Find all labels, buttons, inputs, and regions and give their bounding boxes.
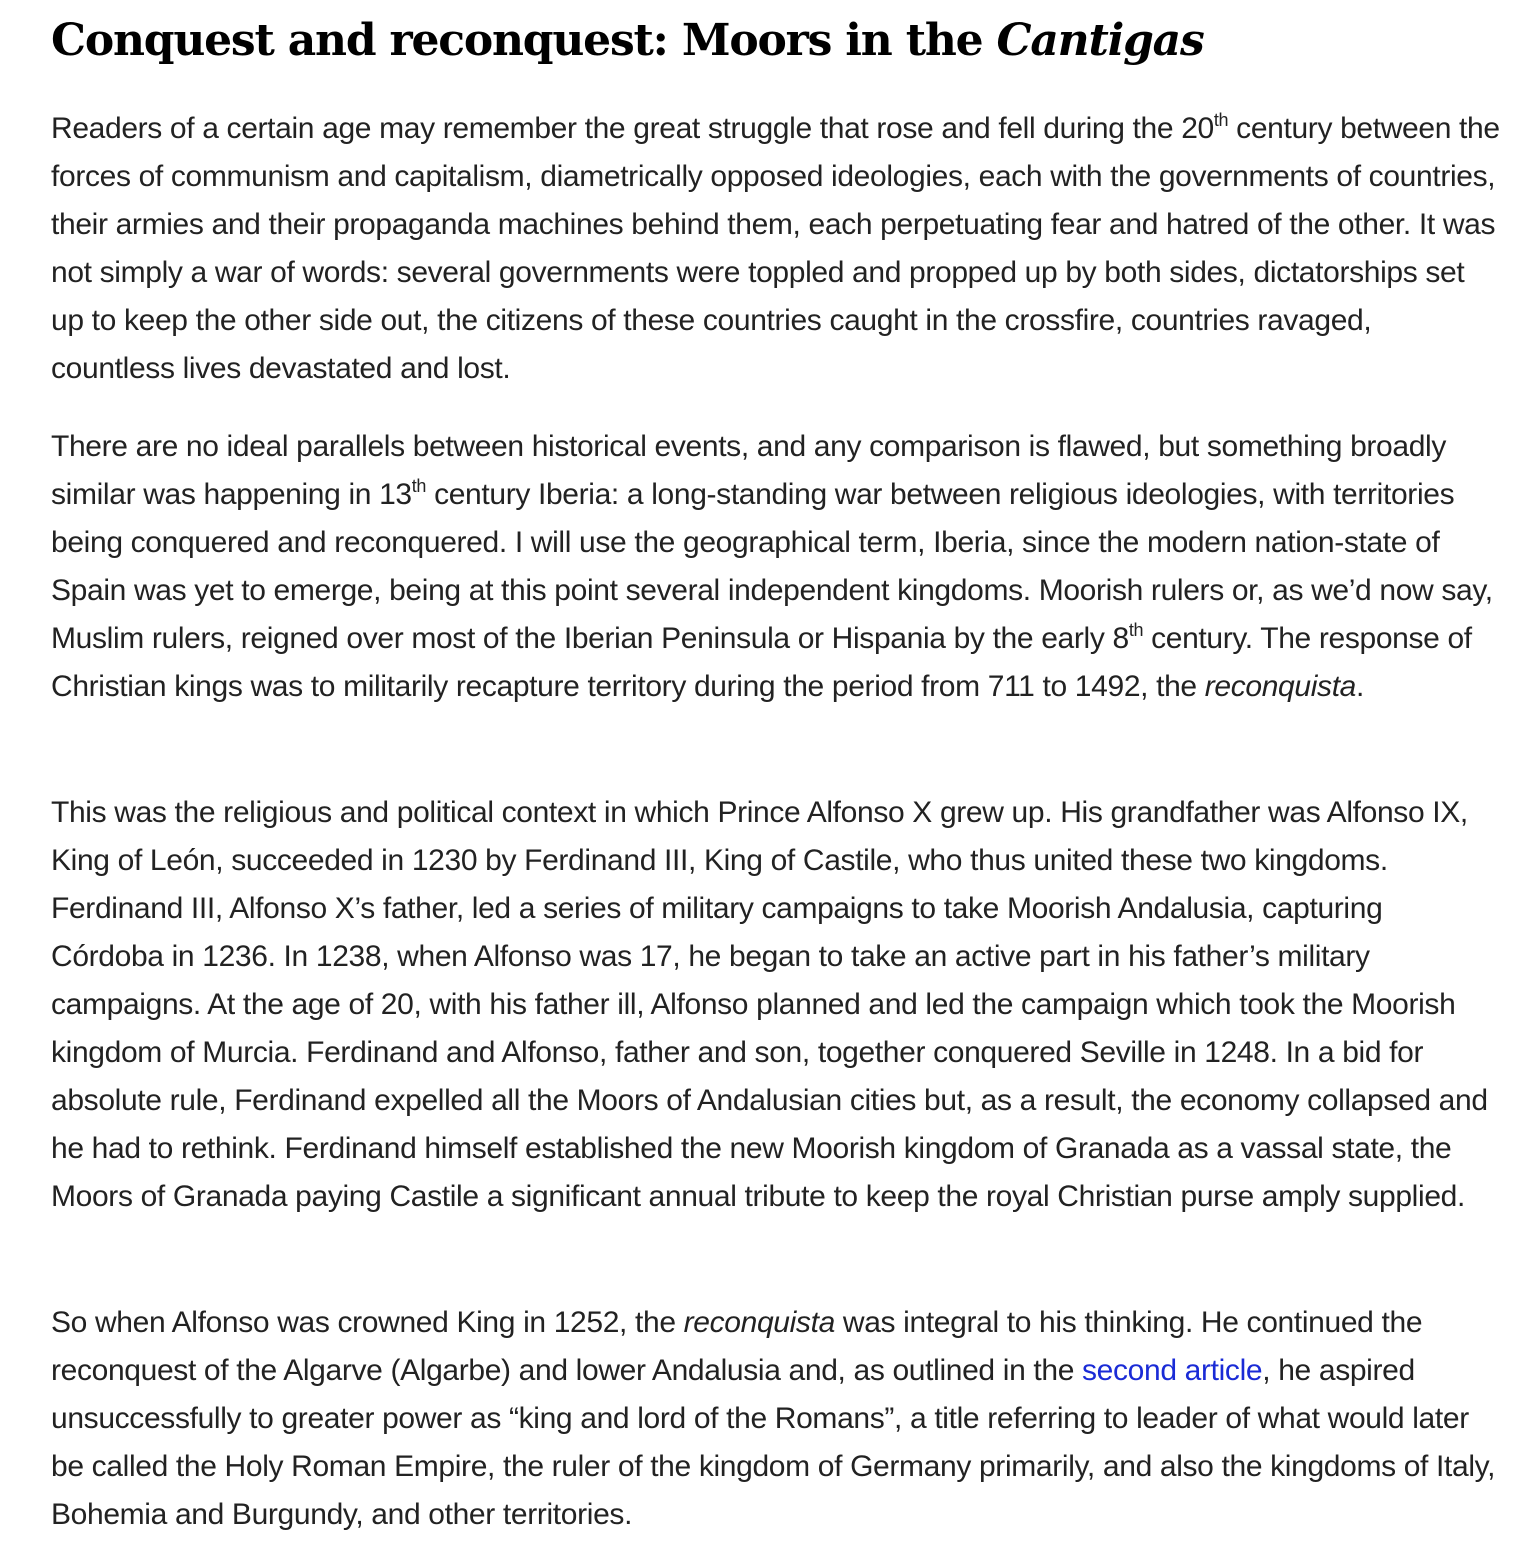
paragraph-4 (51, 1299, 1501, 1539)
title-main: Conquest and reconquest: Moors in the (51, 15, 997, 66)
p4-text-3: , he aspired unsuccessfully to greater power as “king and lord of the Romans”, a title referring to leader of what would later be called the Holy Roman Empire, the ruler of the kingdom of Germany primarily, and also the kingdoms of Italy, Bohemia and Burgundy, and other territories. (51, 1354, 1496, 1531)
p2-italic-reconquista: reconquista (1204, 670, 1357, 703)
paragraph-1 (51, 105, 1501, 393)
p2-text-4: . (1356, 670, 1365, 703)
p2-text-2: century Iberia: a long-standing war between religious ideologies, with territories being conquered and reconquered. I will use the geographical term, Iberia, since the modern nation-state of Spain was yet to emerge, being at this point several independent kingdoms. Moorish rulers or, as we’d now say, Muslim rulers, reigned over most of the Iberian Peninsula or Hispania by the early 8 (51, 478, 1493, 655)
p1-text-1: Readers of a certain age may remember the great struggle that rose and fell during the 20 (51, 112, 1214, 145)
paragraph-2 (51, 423, 1501, 711)
p2-text-3: century. The response of Christian kings was to militarily recapture territory during the period from 711 to 1492, the (51, 622, 1472, 703)
article-title (51, 13, 1501, 69)
article (51, 0, 1501, 1531)
p4-text-2: was integral to his thinking. He continued the reconquest of the Algarve (Algarbe) and lower Andalusia and, as outlined in the (51, 1306, 1423, 1387)
p4-text-1: So when Alfonso was crowned King in 1252, the (51, 1306, 684, 1339)
paragraph-3: This was the religious and political context in which Prince Alfonso X grew up. His grandfather was Alfonso IX, King of León, succeeded in 1230 by Ferdinand III, King of Castile, who thus united these two kingdoms. Ferdinand III, Alfonso X’s father, led a series of military campaigns to take Moorish Andalusia, capturing Córdoba in 1236. In 1238, when Alfonso was 17, he began to take an active part in his father’s military campaigns. At the age of 20, with his father ill, Alfonso planned and led the campaign which took the Moorish kingdom of Murcia. Ferdinand and Alfonso, father and son, together conquered Seville in 1248. In a bid for absolute rule, Ferdinand expelled all the Moors of Andalusian cities but, as a result, the economy collapsed and he had to rethink. Ferdinand himself established the new Moorish kingdom of Granada as a vassal state, the Moors of Granada paying Castile a significant annual tribute to keep the royal Christian purse amply supplied. (51, 796, 1488, 1213)
p2-superscript-1: th (411, 476, 427, 496)
p2-superscript-2: th (1128, 620, 1144, 640)
title-italic: Cantigas (996, 15, 1204, 66)
p2-text-1: There are no ideal parallels between historical events, and any comparison is flawed, but something broadly similar was happening in 13 (51, 430, 1447, 511)
second-article-link[interactable]: second article (1082, 1354, 1263, 1387)
p1-superscript-1: th (1213, 110, 1229, 130)
p4-italic-reconquista: reconquista (683, 1306, 835, 1339)
p1-text-2: century between the forces of communism and capitalism, diametrically opposed ideologies, each with the governments of countries, their armies and their propaganda machines behind them, each perpetuating fear and hatred of the other. It was not simply a war of words: several governments were toppled and propped up by both sides, dictatorships set up to keep the other side out, the citizens of these countries caught in the crossfire, countries ravaged, countless lives devastated and lost. (51, 112, 1500, 385)
